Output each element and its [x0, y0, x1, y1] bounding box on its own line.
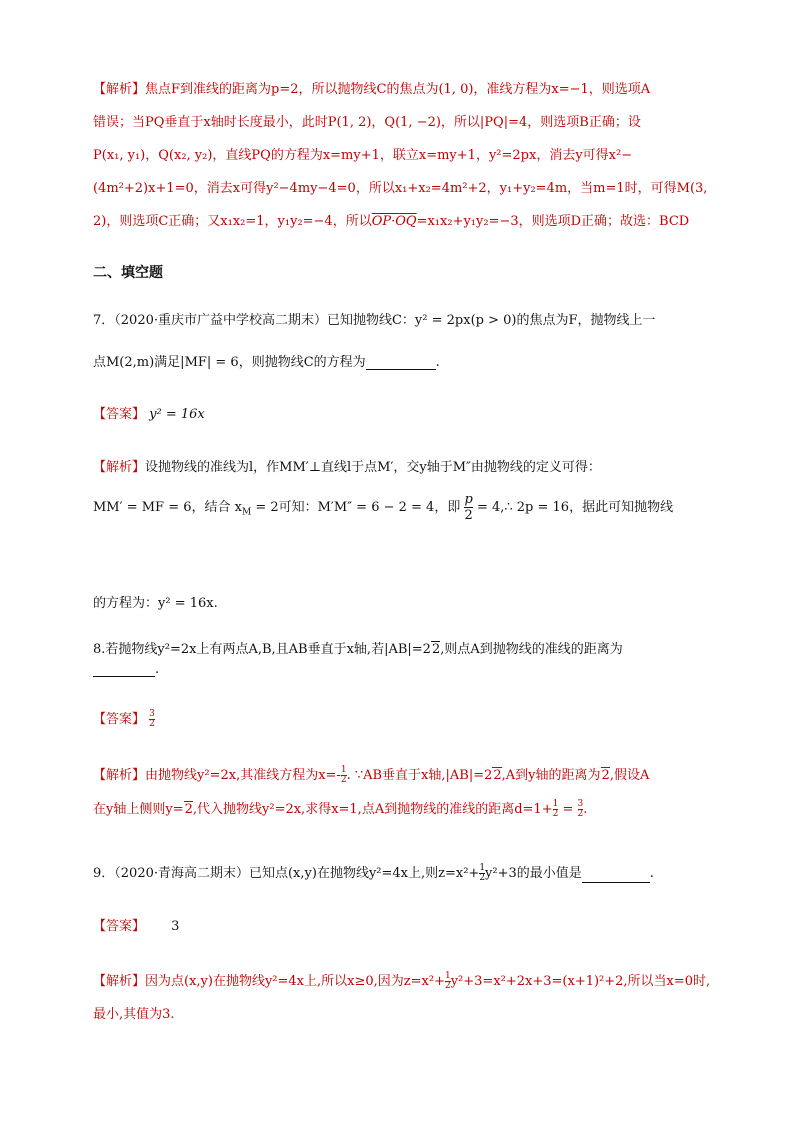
- analysis-line-5c: =x₁x₂+y₁y₂=−3，则选项D正确；故选：BCD: [416, 214, 690, 229]
- analysis-line-3: P(x₁, y₁)，Q(x₂, y₂)，直线PQ的方程为x=my+1，联立x=my+1，y²=2px，消去y可得x²−: [93, 148, 633, 163]
- q7-line-1: 7．（2020·重庆市广益中学校高二期末）已知抛物线C：y² = 2px(p > 0)的焦点为F，抛物线上一: [93, 313, 656, 328]
- analysis-tag: 【解析】: [93, 768, 146, 783]
- s7-line-3: 的方程为：y² = 16x.: [93, 596, 218, 611]
- answer-tag: 【答案】: [93, 407, 146, 422]
- answer-tag: 【答案】: [93, 919, 146, 934]
- analysis-line-5a: 2)，则选项C正确；又x₁x₂=1，y₁y₂=−4，所以: [93, 214, 372, 229]
- sqrt-2: 2: [431, 642, 441, 657]
- analysis-tag: 【解析】: [93, 974, 146, 989]
- answer-7-value: y² = 16x: [149, 407, 205, 422]
- analysis-line-1: 焦点F到准线的距离为p=2，所以抛物线C的焦点为(1, 0)，准线方程为x=−1，则选项A: [145, 82, 651, 97]
- s7-line-1: 设抛物线的准线为l，作MM′⊥直线l于点M′，交y轴于M″由抛物线的定义可得：: [145, 460, 601, 475]
- analysis-tag: 【解析】: [93, 82, 146, 97]
- answer-8-fraction: $\frac{3}{2}$: [149, 709, 155, 729]
- section-heading: 二、填空题: [93, 265, 163, 281]
- q9-answer-blank: [582, 868, 650, 883]
- s9-line-2: 最小,其值为3.: [93, 1007, 175, 1022]
- q8-line-1a: 8.若抛物线y²=2x上有两点A,B,且AB垂直于x轴,若|AB|=2: [93, 642, 431, 657]
- q7-line-2: 点M(2,m)满足|MF| = 6，则抛物线C的方程为: [93, 355, 366, 370]
- analysis-tag: 【解析】: [93, 460, 146, 475]
- vector-dot-product: OP·OQ: [371, 214, 417, 229]
- fraction-p-over-2: $\frac{p}{2}$: [464, 492, 473, 523]
- answer-tag: 【答案】: [93, 712, 146, 727]
- s7-line-2a: MM′ = MF = 6，结合 x: [93, 500, 242, 515]
- document-page: 【解析】焦点F到准线的距离为p=2，所以抛物线C的焦点为(1, 0)，准线方程为x=−1，则选项A 错误；当PQ垂直于x轴时长度最小，此时P(1, 2)，Q(1, −2)，所以|PQ|=4，则选项B正确；设 P(x₁, y₁)，Q(x₂, y₂)，直线PQ的方程为x=my+1，联立x=my+1，y²=2px，消去y可得x²− (4m²+2)x+1=0，消去x可得y²−4my−4=0，所以x₁+x₂=4m²+2，y₁+y₂=4m，当m=1时，可得M(3, 2)，则选项C正确；又x₁x₂=1，y₁y₂=−4，所以OP·OQ=x₁x₂+y₁y₂=−3，则选项D正确；故选：BCD 二、填空题 7．（2020·重庆市广益中学校高二期末）已知抛物线C：y² = 2px(p > 0)的焦点为F，抛物线上一 点M(2,m)满足|MF| = 6，则抛物线C的方程为 . 【答案】 y² = 16x 【解析】设抛物线的准线为l，作MM′⊥直线l于点M′，交y轴于M″由抛物线的定义可得： MM′ = MF = 6，结合 $x_M = 2$可知：M′M″ = 6 − 2 = 4，即 $\frac{p}{2}$ = 4,∴ 2p = 16，据此可知抛物线 的方程为：y² = 16x. 8.若抛物线y²=2x上有两点A,B,且AB垂直于x轴,若|AB|=22,则点A到抛物线的准线的距离为 . 【答案】 $\frac{3}{2}$ 【解析】由抛物线y²=2x,其准线方程为x=- $\frac{1}{2}$ . ∵AB垂直于x轴,|AB|=22,A到y轴的距离为2,假设A 在y轴上侧则y=2,代入抛物线y²=2x,求得x=1,点A到抛物线的准线的距离d=1+ $\frac{1}{2}$ = $\frac{3}{2}$ . 9．（2020·青海高二期末）已知点(x,y)在抛物线y²=4x上,则z=x²+ $\frac{1}{2}$ y²+3的最小值是 . 【答案】 3 【解析】因为点(x,y)在抛物线y²=4x上,所以x≥0,因为z=x²+ $\frac{1}{2}$ y²+3=x²+2x+3=(x+1)²+2,所以当x=0时, 最小,其值为3.: [93, 82, 711, 1022]
- q8-answer-blank: [93, 662, 155, 677]
- answer-9-value: 3: [171, 919, 180, 934]
- q7-answer-blank: [366, 355, 436, 370]
- analysis-line-2: 错误；当PQ垂直于x轴时长度最小，此时P(1, 2)，Q(1, −2)，所以|PQ|=4，则选项B正确；设: [93, 115, 641, 130]
- analysis-line-4: (4m²+2)x+1=0，消去x可得y²−4my−4=0，所以x₁+x₂=4m²+2，y₁+y₂=4m，当m=1时，可得M(3,: [93, 181, 708, 196]
